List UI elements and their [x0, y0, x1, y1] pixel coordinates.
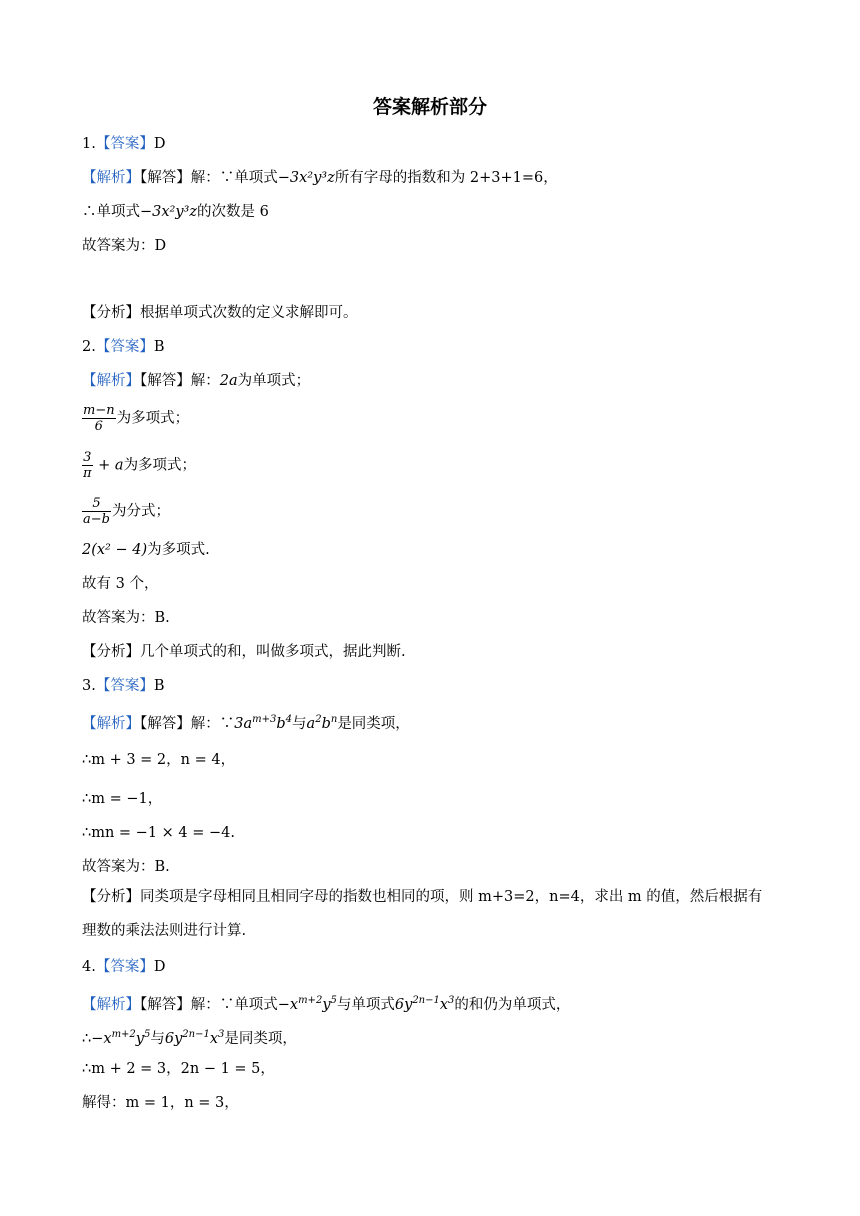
- q4-text: 的和仍为单项式，: [454, 996, 571, 1013]
- q4-term-1: $-x^{m+2}y^5$: [277, 995, 337, 1013]
- q3-number: 3.: [82, 678, 96, 694]
- q4-solution-line-1: [82, 991, 570, 1015]
- q4-text: 是同类项，: [224, 1030, 297, 1047]
- q1-text: 解：∵单项式: [190, 170, 278, 186]
- q1-text: ∴单项式: [82, 204, 140, 220]
- q1-analysis-text: 根据单项式次数的定义求解即可。: [140, 305, 358, 321]
- q3-jieda-label: 【解答】: [140, 715, 191, 732]
- q4-answer-line: [82, 957, 165, 977]
- q2-expression: 2a: [219, 373, 238, 389]
- q2-expression: + a: [98, 457, 124, 474]
- q2-text: 为分式；: [111, 503, 170, 520]
- q3-term-2: $a^2b^n$: [306, 714, 338, 732]
- q2-answer-line: [82, 337, 165, 357]
- q3-fenxi-label: 【分析】: [82, 889, 140, 905]
- q2-text: 为多项式.: [147, 542, 210, 558]
- q2-fraction-line-2: [82, 450, 196, 481]
- q3-solution-line-1: [82, 710, 410, 734]
- q2-fraction-2-num: 3: [83, 450, 92, 465]
- q4-jieda-label: 【解答】: [140, 996, 191, 1013]
- q4-equation-1: ∴m + 2 = 3，2n − 1 = 5，: [82, 1061, 275, 1077]
- q3-answer-line: [82, 676, 165, 696]
- q2-fenxi-label: 【分析】: [82, 644, 140, 660]
- q2-text: 为多项式；: [123, 457, 197, 474]
- page-title: 答案解析部分: [372, 96, 487, 118]
- q4-text: ∴: [82, 1030, 92, 1047]
- q2-text: 为多项式；: [116, 410, 190, 427]
- q2-analysis-text: 几个单项式的和，叫做多项式，据此判断.: [140, 644, 406, 660]
- q4-text: 与单项式: [336, 996, 395, 1013]
- q4-text: 解：∵单项式: [190, 996, 278, 1013]
- q1-text: 所有字母的指数和为 2+3+1=6，: [334, 170, 558, 186]
- q1-jiexi-label: 【解析】: [82, 170, 140, 186]
- q3-and: 与: [292, 715, 307, 732]
- q1-answer: D: [153, 136, 166, 152]
- q3-answer-label: 【答案】: [95, 678, 154, 694]
- q2-expression: 2(x² − 4): [82, 542, 148, 558]
- q4-solution-line-2: [82, 1025, 297, 1049]
- q2-fraction-3-den: a−b: [83, 512, 110, 527]
- q3-equation-3: ∴mn = −1 × 4 = −4.: [82, 825, 236, 841]
- q1-conclusion: 故答案为：D: [82, 238, 167, 254]
- q2-fraction-line-3: [82, 496, 170, 527]
- q2-jieda-label: 【解答】: [140, 373, 191, 389]
- q4-term-2: $6y^{2n-1}x^3$: [164, 1029, 225, 1047]
- q4-term-1: $-x^{m+2}y^5$: [91, 1029, 151, 1047]
- q1-solution-line-1: [82, 168, 558, 188]
- q2-jiexi-label: 【解析】: [82, 373, 140, 389]
- q1-monomial: −3x²y³z: [277, 170, 335, 186]
- q4-text: 与: [150, 1030, 165, 1047]
- q2-answer-label: 【答案】: [95, 339, 154, 355]
- q3-analysis: [82, 880, 772, 948]
- q1-fenxi-label: 【分析】: [82, 305, 140, 321]
- q2-number: 2.: [82, 339, 96, 355]
- q1-jieda-label: 【解答】: [140, 170, 191, 186]
- q2-fraction-2: [82, 450, 93, 481]
- q2-text: 解：: [190, 373, 220, 389]
- q3-term-1: $3a^{m+3}b^4$: [234, 714, 293, 732]
- q2-conclusion: 故答案为：B.: [82, 610, 170, 626]
- q3-analysis-text: 同类项是字母相同且相同字母的指数也相同的项，则 m+3=2，n=4，求出 m 的值，然后根据有理数的乘法法则进行计算.: [82, 889, 763, 939]
- q1-number: 1.: [82, 136, 96, 152]
- q3-answer: B: [153, 678, 165, 694]
- q2-fraction-3-num: 5: [82, 496, 111, 512]
- q3-equation-1: ∴m + 3 = 2，n = 4，: [82, 752, 236, 768]
- q3-conclusion: 故答案为：B.: [82, 859, 170, 875]
- q2-count: 故有 3 个，: [82, 576, 159, 592]
- q2-text: 为单项式；: [237, 373, 311, 389]
- q3-jiexi-label: 【解析】: [82, 715, 140, 732]
- q4-number: 4.: [82, 959, 96, 975]
- q2-fraction-1: [82, 403, 116, 434]
- q2-fraction-3: [82, 496, 111, 527]
- q1-analysis: [82, 303, 358, 323]
- q3-text: 是同类项，: [337, 715, 410, 732]
- q2-analysis: [82, 642, 406, 662]
- q2-fraction-2-den: π: [83, 466, 92, 481]
- q1-answer-label: 【答案】: [95, 136, 154, 152]
- q2-solution-line-5: [82, 540, 210, 560]
- q4-jiexi-label: 【解析】: [82, 996, 140, 1013]
- q1-solution-line-2: [82, 202, 269, 222]
- q1-monomial: −3x²y³z: [140, 204, 198, 220]
- q2-fraction-line-1: [82, 403, 189, 434]
- q4-term-2: $6y^{2n-1}x^3$: [394, 995, 455, 1013]
- q3-text: 解：∵: [190, 715, 235, 732]
- q4-solution-result: 解得：m = 1，n = 3，: [82, 1095, 239, 1111]
- q2-fraction-1-den: 6: [94, 419, 103, 434]
- q4-answer: D: [153, 959, 166, 975]
- q2-solution-line-1: [82, 371, 310, 391]
- q2-fraction-1-num: m−n: [83, 403, 115, 418]
- q1-answer-line: [82, 134, 165, 154]
- q2-answer: B: [153, 339, 165, 355]
- q3-equation-2: ∴m = −1，: [82, 791, 163, 807]
- q4-answer-label: 【答案】: [95, 959, 154, 975]
- q1-text: 的次数是 6: [197, 204, 269, 220]
